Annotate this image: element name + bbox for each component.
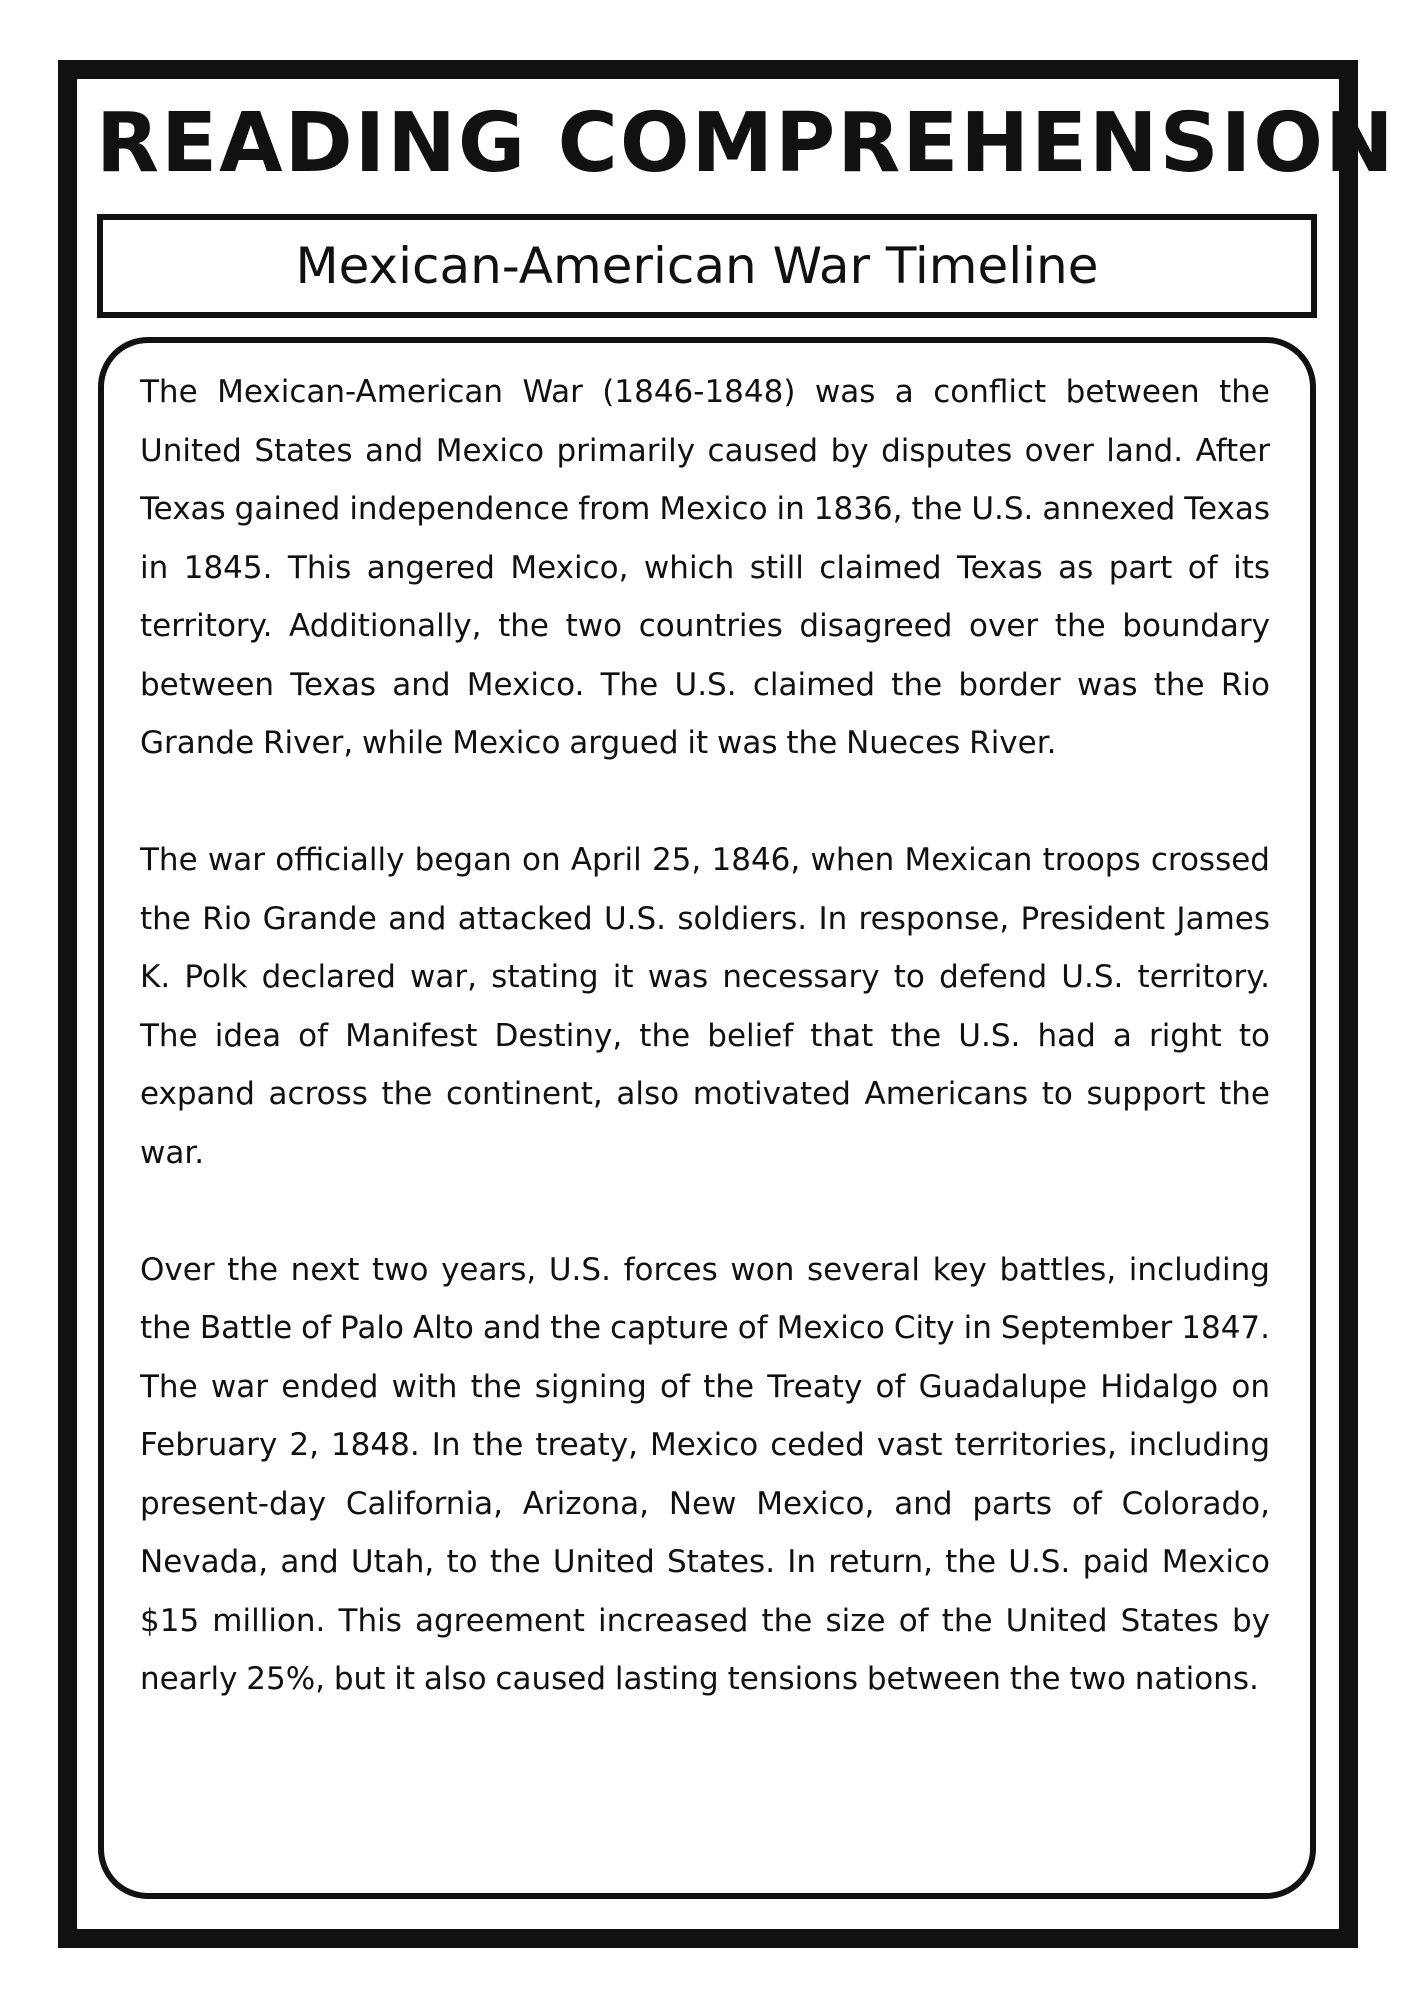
passage-paragraph: The war officially began on April 25, 1846, when Mexican troops crossed the Rio Grande and attacked U.S. soldiers. In response, President James K. Polk declared war, stating it was necessary to defend U.S. territory. The idea of Manifest Destiny, the belief that the U.S. had a right to expand across the continent, also motivated Americans to support the war.: [140, 842, 1270, 1171]
passage-paragraph: The Mexican-American War (1846-1848) was a conflict between the United States and Mexico primarily caused by disputes over land. After Texas gained independence from Mexico in 1836, the U.S. annexed Texas in 1845. This angered Mexico, which still claimed Texas as part of its territory. Additionally, the two countries disagreed over the boundary between Texas and Mexico. The U.S. claimed the border was the Rio Grande River, while Mexico argued it was the Nueces River.: [140, 374, 1270, 761]
page-title: READING COMPREHENSION: [96, 96, 1396, 191]
passage-paragraph: Over the next two years, U.S. forces won several key battles, including the Battle of Palo Alto and the capture of Mexico City in September 1847. The war ended with the signing of the Treaty of Guadalupe Hidalgo on February 2, 1848. In the treaty, Mexico ceded vast territories, including present-day California, Arizona, New Mexico, and parts of Colorado, Nevada, and Utah, to the United States. In return, the U.S. paid Mexico $15 million. This agreement increased the size of the United States by nearly 25%, but it also caused lasting tensions between the two nations.: [140, 1251, 1270, 1697]
subtitle: Mexican-American War Timeline: [295, 237, 1099, 295]
reading-passage: [98, 337, 1316, 1899]
subtitle-box: [97, 214, 1317, 318]
